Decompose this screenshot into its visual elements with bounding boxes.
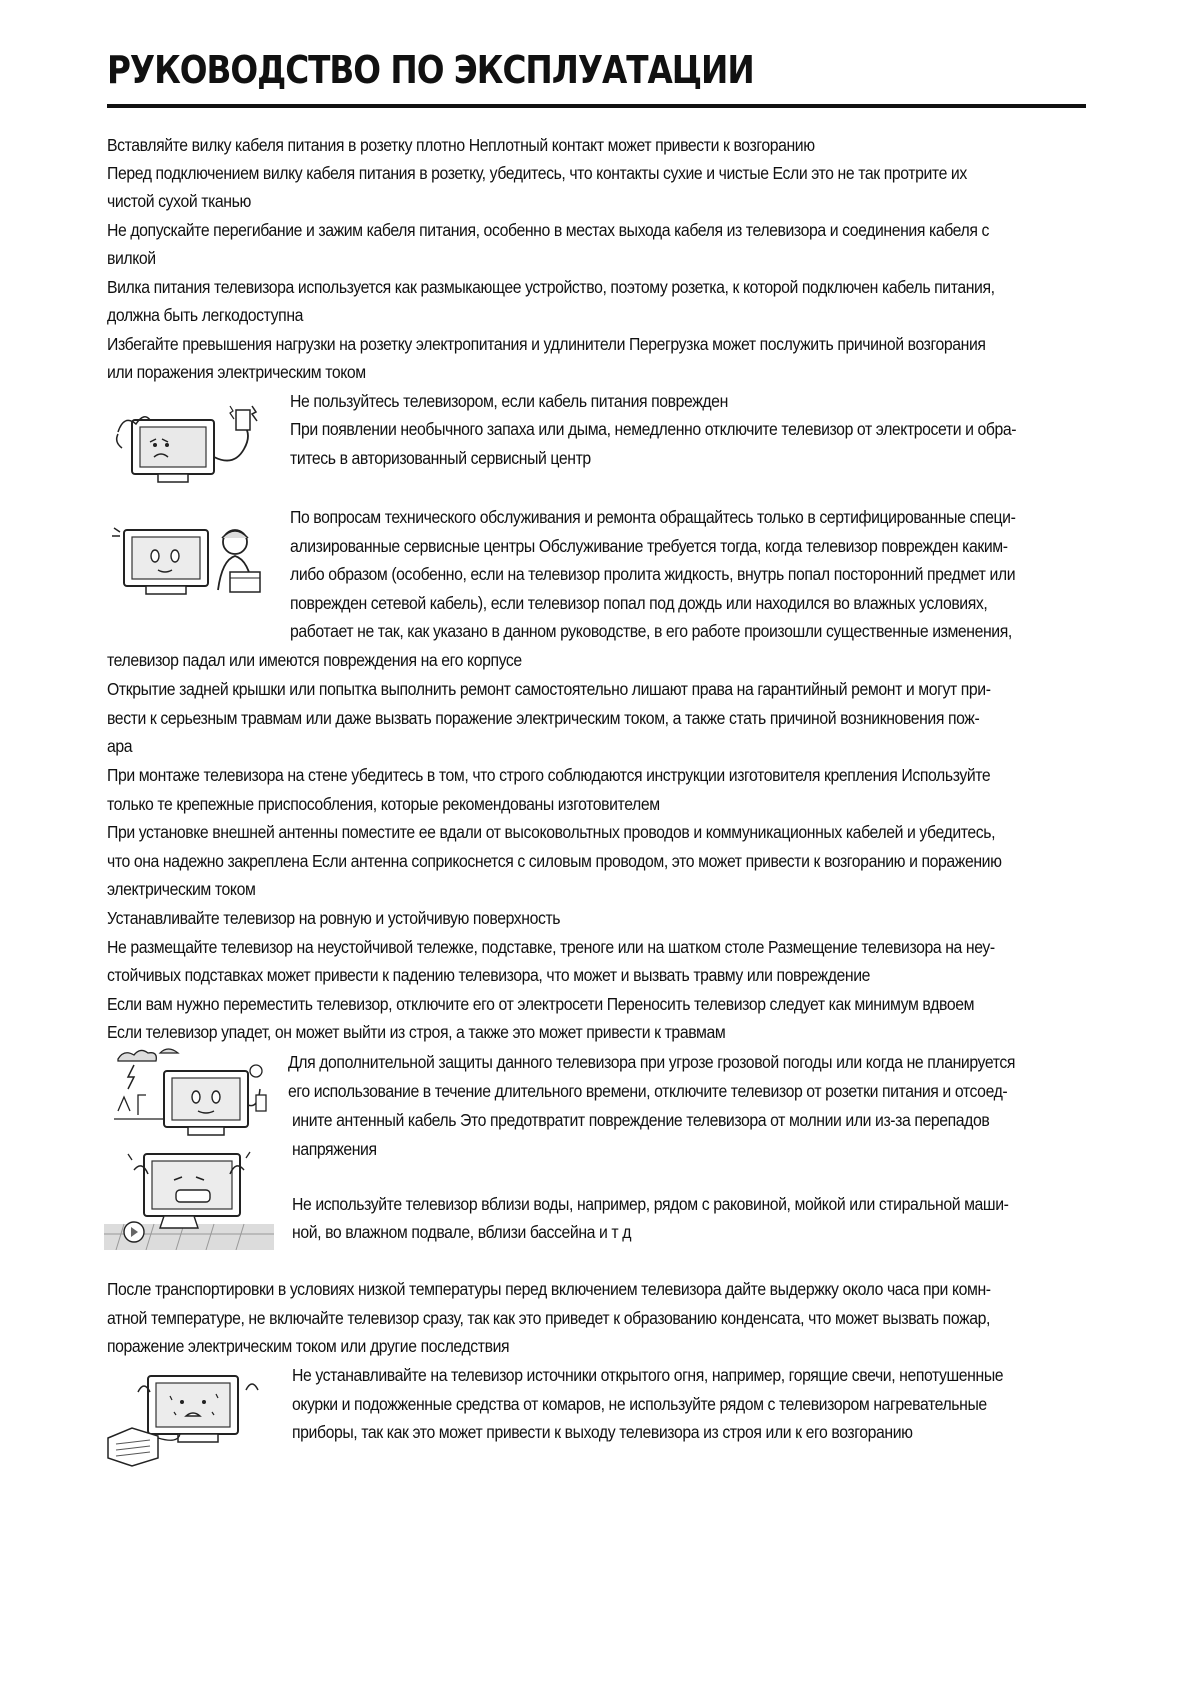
text-line: чистой сухой тканью (107, 191, 251, 211)
text-line: что она надежно закреплена Если антенна соприкоснется с силовым проводом, это может привести к возгоранию и поражению (107, 851, 1002, 871)
text-line: Не используйте телевизор вблизи воды, например, рядом с раковиной, мойкой или стиральной маши- (292, 1194, 1009, 1214)
text-line: Не допускайте перегибание и зажим кабеля питания, особенно в местах выхода кабеля из телевизора и соединения кабеля с (107, 220, 989, 240)
tv-damaged-cable-illustration (110, 402, 270, 492)
text-line: поврежден сетевой кабель), если телевизор попал под дождь или находился во влажных условиях, (290, 593, 988, 613)
text-line: При монтаже телевизора на стене убедитесь в том, что строго соблюдаются инструкции изготовителя крепления Используйте (107, 765, 991, 785)
text-line: Не размещайте телевизор на неустойчивой тележке, подставке, треноге или на шатком столе Размещение телевизора на неу- (107, 937, 995, 957)
text-line: При установке внешней антенны поместите ее вдали от высоковольтных проводов и коммуникационных кабелей и убедитесь, (107, 822, 996, 842)
text-line: только те крепежные приспособления, которые рекомендованы изготовителем (107, 794, 660, 814)
text-line: работает не так, как указано в данном руководстве, в его работе произошли существенные изменения, (290, 621, 1012, 641)
text-line: или поражения электрическим током (107, 362, 366, 382)
tv-thunderstorm-illustration (108, 1045, 273, 1145)
text-line: напряжения (292, 1139, 377, 1159)
text-line: электрическим током (107, 879, 256, 899)
text-line: Вставляйте вилку кабеля питания в розетку плотно Неплотный контакт может привести к возгоранию (107, 135, 815, 155)
title-underline (107, 104, 1086, 108)
text-line: Вилка питания телевизора используется как размыкающее устройство, поэтому розетка, к которой подключен кабель питания, (107, 277, 995, 297)
text-line: Перед подключением вилку кабеля питания в розетку, убедитесь, что контакты сухие и чистые Если это не так протрите их (107, 163, 967, 183)
text-line: Не пользуйтесь телевизором, если кабель питания поврежден (290, 391, 728, 411)
text-line: его использование в течение длительного времени, отключите телевизор от розетки питания и отсоед- (288, 1081, 1008, 1101)
text-line: должна быть легкодоступна (107, 305, 304, 325)
text-line: Если вам нужно переместить телевизор, отключите его от электросети Переносить телевизор следует как минимум вдвоем (107, 994, 975, 1014)
text-line: приборы, так как это может привести к выходу телевизора из строя или к его возгоранию (292, 1422, 913, 1442)
text-line: стойчивых подставках может привести к падению телевизора, что может и вызвать травму или повреждение (107, 965, 871, 985)
text-line: телевизор падал или имеются повреждения на его корпусе (107, 650, 522, 670)
text-line: титесь в авторизованный сервисный центр (290, 448, 591, 468)
text-line: После транспортировки в условиях низкой температуры перед включением телевизора дайте выдержку около часа при комн- (107, 1279, 991, 1299)
text-line: Если телевизор упадет, он может выйти из строя, а также это может привести к травмам (107, 1022, 726, 1042)
tv-service-technician-illustration (110, 520, 270, 605)
text-line: Устанавливайте телевизор на ровную и устойчивую поверхность (107, 908, 561, 928)
text-line: окурки и подожженные средства от комаров, не используйте рядом с телевизором нагревательные (292, 1394, 987, 1414)
text-line: Открытие задней крышки или попытка выполнить ремонт самостоятельно лишают права на гарантийный ремонт и могут при- (107, 679, 991, 699)
text-line: либо образом (особенно, если на телевизор пролита жидкость, внутрь попал посторонний предмет или (290, 564, 1016, 584)
text-line: Для дополнительной защиты данного телевизора при угрозе грозовой погоды или когда не планируется (288, 1052, 1016, 1072)
tv-heater-illustration (104, 1372, 274, 1467)
text-line: вилкой (107, 248, 156, 268)
text-line: атной температуре, не включайте телевизор сразу, так как это приведет к образованию конденсата, что может вызвать пожар, (107, 1308, 990, 1328)
text-line: По вопросам технического обслуживания и ремонта обращайтесь только в сертифицированные специ- (290, 507, 1016, 527)
text-line: ализированные сервисные центры Обслуживание требуется тогда, когда телевизор поврежден каким- (290, 536, 1008, 556)
text-line: При появлении необычного запаха или дыма, немедленно отключите телевизор от электросети и обра- (290, 419, 1017, 439)
text-line: вести к серьезным травмам или даже вызвать поражение электрическим током, а также стать причиной возникновения пож- (107, 708, 980, 728)
text-line: ной, во влажном подвале, вблизи бассейна и т д (292, 1222, 632, 1242)
text-line: ара (107, 736, 133, 756)
tv-near-water-illustration (104, 1150, 274, 1250)
text-line: поражение электрическим током или другие последствия (107, 1336, 510, 1356)
text-line: ините антенный кабель Это предотвратит повреждение телевизора от молнии или из-за перепадов (292, 1110, 990, 1130)
page-title: РУКОВОДСТВО ПО ЭКСПЛУАТАЦИИ (107, 48, 754, 92)
text-line: Избегайте превышения нагрузки на розетку электропитания и удлинители Перегрузка может послужить причиной возгорания (107, 334, 986, 354)
text-line: Не устанавливайте на телевизор источники открытого огня, например, горящие свечи, непотушенные (292, 1365, 1004, 1385)
